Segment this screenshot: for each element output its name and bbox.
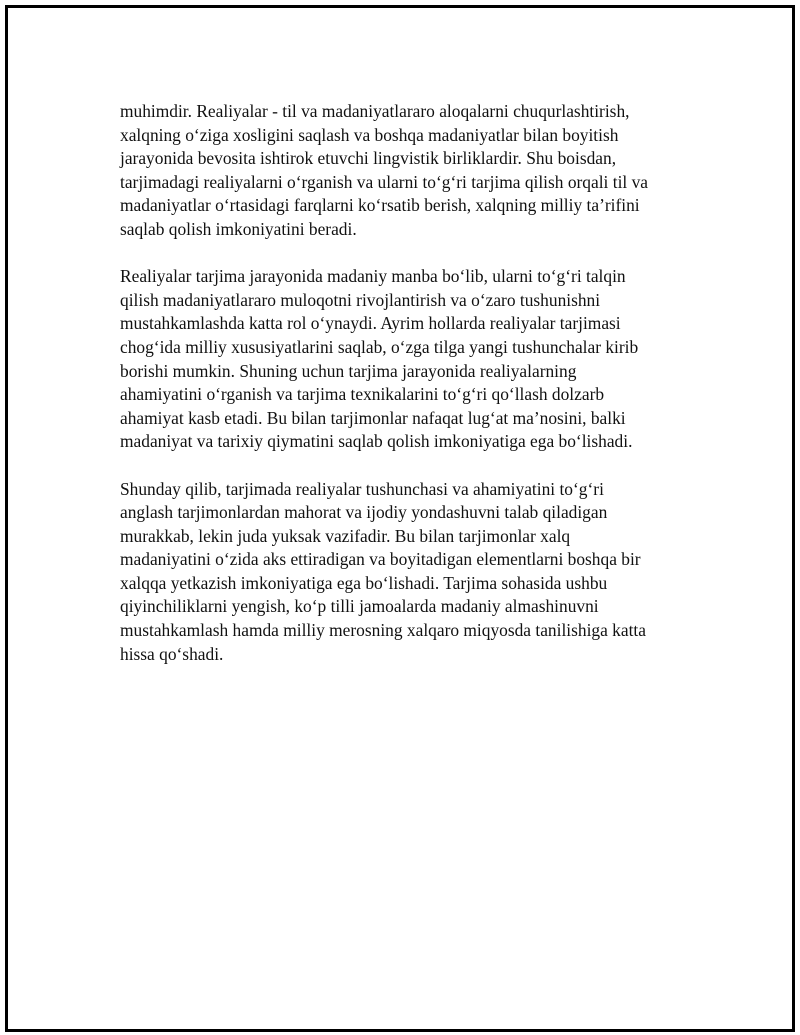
document-body <box>120 100 700 690</box>
paragraph-3: Shunday qilib, tarjimada realiyalar tushunchasi va ahamiyatini to‘g‘ri anglash tarjimonlardan mahorat va ijodiy yondashuvni talab qiladigan murakkab, lekin juda yuksak vazifadir. Bu bilan tarjimonlar xalq madaniyatini o‘zida aks ettiradigan va boyitadigan elementlarni boshqa bir xalqqa yetkazish imkoniyatiga ega bo‘lishadi. Tarjima sohasida ushbu qiyinchiliklarni yengish, ko‘p tilli jamoalarda madaniy almashinuvni mustahkamlash hamda milliy merosning xalqaro miqyosda tanilishiga katta hissa qo‘shadi. <box>120 478 646 664</box>
paragraph-2: Realiyalar tarjima jarayonida madaniy manba bo‘lib, ularni to‘g‘ri talqin qilish madaniyatlararo muloqotni rivojlantirish va o‘zaro tushunishni mustahkamlashda katta rol o‘ynaydi. Ayrim hollarda realiyalar tarjimasi chog‘ida milliy xususiyatlarini saqlab, o‘zga tilga yangi tushunchalar kirib borishi mumkin. Shuning uchun tarjima jarayonida realiyalarning ahamiyatini o‘rganish va tarjima texnikalarini to‘g‘ri qo‘llash dolzarb ahamiyat kasb etadi. Bu bilan tarjimonlar nafaqat lug‘at ma’nosini, balki madaniyat va tarixiy qiymatini saqlab qolish imkoniyatiga ega bo‘lishadi. <box>120 266 639 452</box>
paragraph-1: muhimdir. Realiyalar - til va madaniyatlararo aloqalarni chuqurlashtirish, xalqning o‘ziga xosligini saqlash va boshqa madaniyatlar bilan boyitish jarayonida bevosita ishtirok etuvchi lingvistik birliklardir. Shu boisdan, tarjimadagi realiyalarni o‘rganish va ularni to‘g‘ri tarjima qilish orqali til va madaniyatlar o‘rtasidagi farqlarni ko‘rsatib berish, xalqning milliy ta’rifini saqlab qolish imkoniyatini beradi. <box>120 101 648 239</box>
page-border <box>5 5 795 1032</box>
